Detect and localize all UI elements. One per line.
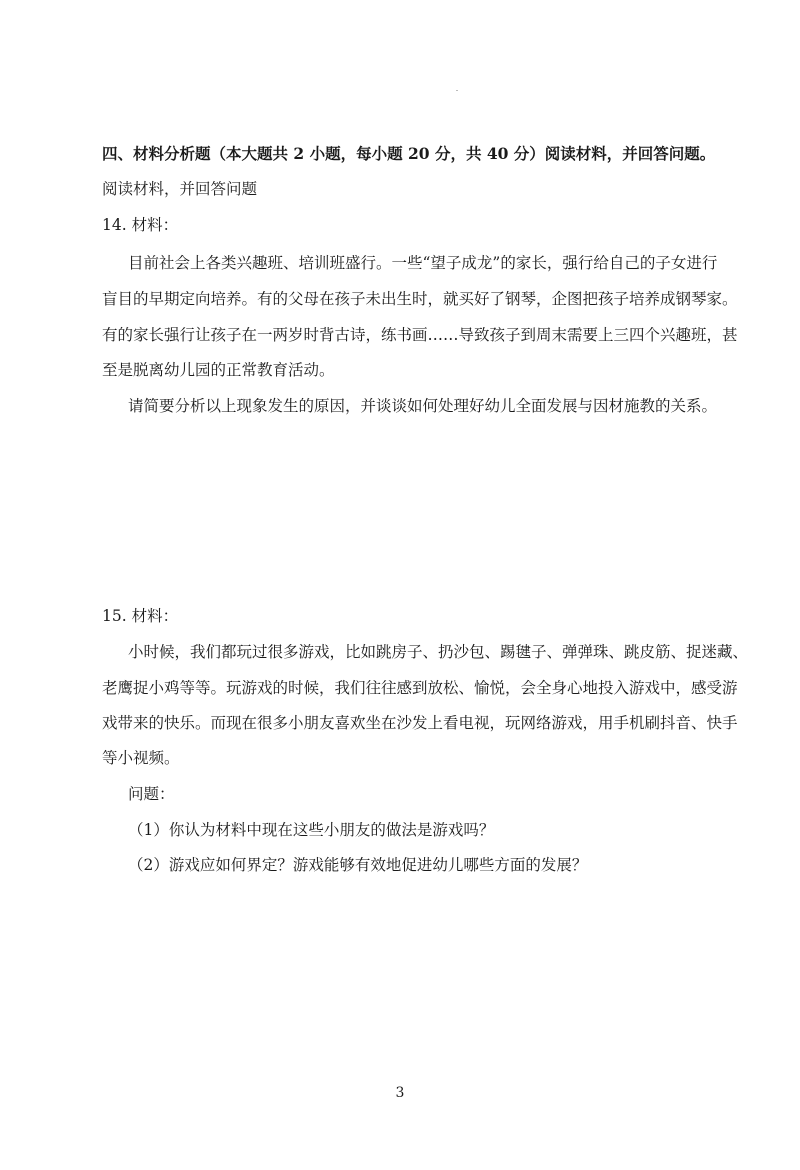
q15-sub-question: （2）游戏应如何界定？游戏能够有效地促进幼儿哪些方面的发展？ [128,856,588,874]
q15-sub-question: （1）你认为材料中现在这些小朋友的做法是游戏吗？ [128,821,495,839]
q14-material-line: 有的家长强行让孩子在一两岁时背古诗，练书画……导致孩子到周末需要上三四个兴趣班，甚 [102,326,738,344]
scan-artifact [456,90,458,91]
q15-material-line: 戏带来的快乐。而现在很多小朋友喜欢坐在沙发上看电视，玩网络游戏，用手机刷抖音、快手 [102,714,738,732]
q14-material-line: 目前社会上各类兴趣班、培训班盛行。一些“望子成龙”的家长，强行给自己的子女进行 [128,254,718,272]
page-number: 3 [395,1085,405,1101]
section-instruction: 阅读材料，并回答问题 [102,180,258,198]
q15-material-line: 等小视频。 [102,749,180,767]
q15-label: 15. 材料： [102,607,179,625]
q15-material-line: 老鹰捉小鸡等等。玩游戏的时候，我们往往感到放松、愉悦，会全身心地投入游戏中，感受游 [102,679,738,697]
q14-label: 14. 材料： [102,216,179,234]
q15-material-line: 小时候，我们都玩过很多游戏，比如跳房子、扔沙包、踢毽子、弹弹珠、跳皮筋、捉迷藏、 [128,643,749,661]
q15-questions-label: 问题： [128,785,175,803]
q14-material-line: 至是脱离幼儿园的正常教育活动。 [102,361,335,379]
section-heading: 四、材料分析题（本大题共 2 小题，每小题 20 分，共 40 分）阅读材料，并回答问题。 [102,144,716,163]
q14-question: 请简要分析以上现象发生的原因，并谈谈如何处理好幼儿全面发展与因材施教的关系。 [128,397,718,415]
q14-material-line: 盲目的早期定向培养。有的父母在孩子未出生时，就买好了钢琴，企图把孩子培养成钢琴家。 [102,290,738,308]
